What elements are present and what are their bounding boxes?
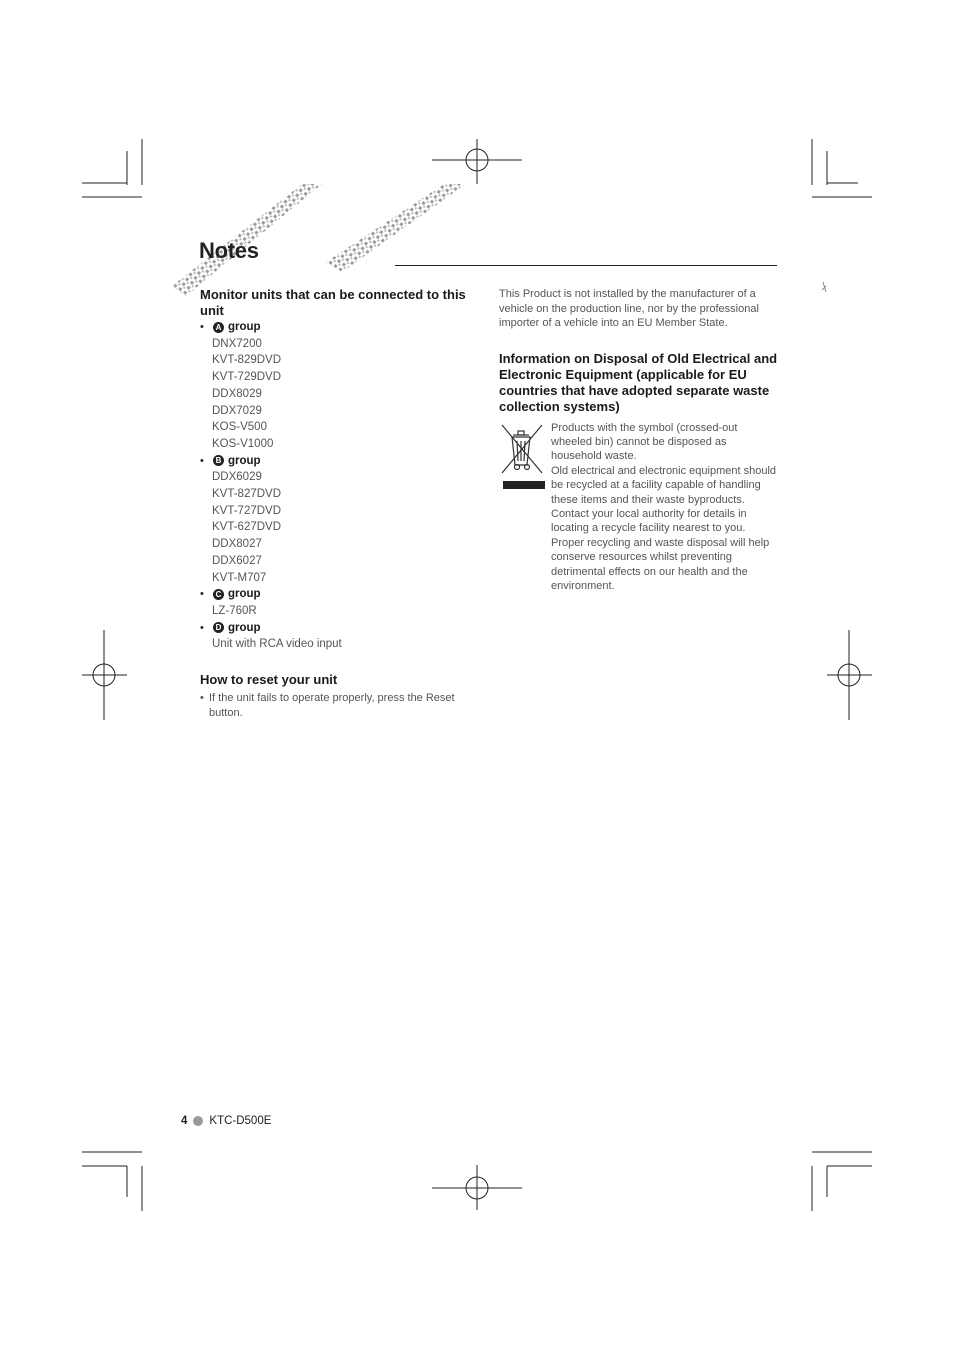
right-column xyxy=(499,287,779,593)
crossed-out-wheeled-bin-icon xyxy=(499,421,551,594)
crop-mark-bottom-right xyxy=(812,1152,872,1211)
list-item: KOS-V500 xyxy=(212,421,267,434)
list-item: KOS-V1000 xyxy=(212,437,274,450)
list-item: Unit with RCA video input xyxy=(212,638,342,651)
crop-mark-top-right xyxy=(812,139,872,197)
page-number: 4 xyxy=(181,1115,188,1127)
disposal-section xyxy=(499,421,779,594)
circle-icon xyxy=(193,1116,203,1126)
list-item: KVT-727DVD xyxy=(212,504,282,517)
registration-mark-icon xyxy=(827,630,872,720)
page-footer xyxy=(181,1115,271,1127)
margin-mark xyxy=(822,282,826,292)
list-item: LZ-760R xyxy=(212,604,257,617)
list-item xyxy=(200,691,485,721)
bullet: • xyxy=(200,588,204,601)
list-item: DDX6027 xyxy=(212,554,262,567)
list-item: DNX7200 xyxy=(212,337,262,350)
tire-track-right xyxy=(326,184,466,272)
list-item: DDX6029 xyxy=(212,471,262,484)
group-header xyxy=(200,319,485,336)
group-badge-icon: C xyxy=(213,589,224,600)
crop-mark-bottom-left xyxy=(82,1152,142,1211)
bullet: • xyxy=(200,621,204,634)
group-badge-icon: D xyxy=(213,622,224,633)
bullet: • xyxy=(200,321,204,333)
page-title: Notes xyxy=(199,238,259,263)
group-badge-icon: A xyxy=(213,322,224,333)
bullet: • xyxy=(200,692,204,704)
list-item: KVT-729DVD xyxy=(212,371,282,384)
group-header xyxy=(200,620,485,637)
intro-text: This Product is not installed by the manufacturer of a vehicle on the production line, nor by the professional importer of a vehicle into an EU Member State. xyxy=(499,288,759,329)
crop-mark-top-left xyxy=(82,139,142,197)
list-item: KVT-827DVD xyxy=(212,488,282,500)
registration-mark-icon xyxy=(432,1165,522,1210)
list-item: KVT-M707 xyxy=(212,571,267,584)
group-list xyxy=(200,319,485,653)
disposal-heading: Information on Disposal of Old Electrical and Electronic Equipment (applicable for EU countries that have adopted separate waste collection systems) xyxy=(499,350,778,414)
disposal-text xyxy=(551,421,779,594)
registration-mark-icon xyxy=(432,139,522,184)
monitor-heading: Monitor units that can be connected to this unit xyxy=(200,287,466,318)
group-header xyxy=(200,453,485,470)
group-header xyxy=(200,586,485,603)
list-item: KVT-829DVD xyxy=(212,354,282,367)
model-name: KTC-D500E xyxy=(209,1115,272,1127)
group-label: group xyxy=(228,321,261,333)
list-item: DDX7029 xyxy=(212,404,262,417)
list-item: DDX8029 xyxy=(212,387,262,400)
bullet: • xyxy=(200,454,204,467)
registration-mark-icon xyxy=(82,630,127,720)
group-label: group xyxy=(228,454,261,467)
list-item: KVT-627DVD xyxy=(212,521,282,534)
title-rule xyxy=(395,265,777,266)
group-label: group xyxy=(228,588,261,601)
disposal-text-1: Products with the symbol (crossed-out wheeled bin) cannot be disposed as household waste. xyxy=(551,421,738,463)
reset-heading: How to reset your unit xyxy=(200,672,338,687)
disposal-text-2: Old electrical and electronic equipment should be recycled at a facility capable of handling these items and their waste byproducts. Contact your local authority for details in locating a recycle facility nearest to you. Proper recycling and waste disposal will help conserve resources whilst preventing detrimental effects on our health and the environment. xyxy=(551,464,777,592)
left-column xyxy=(200,287,485,721)
list-item: DDX8027 xyxy=(212,538,262,551)
group-badge-icon: B xyxy=(213,455,224,466)
reset-text: If the unit fails to operate properly, press the Reset button. xyxy=(209,692,455,719)
group-label: group xyxy=(228,621,261,634)
